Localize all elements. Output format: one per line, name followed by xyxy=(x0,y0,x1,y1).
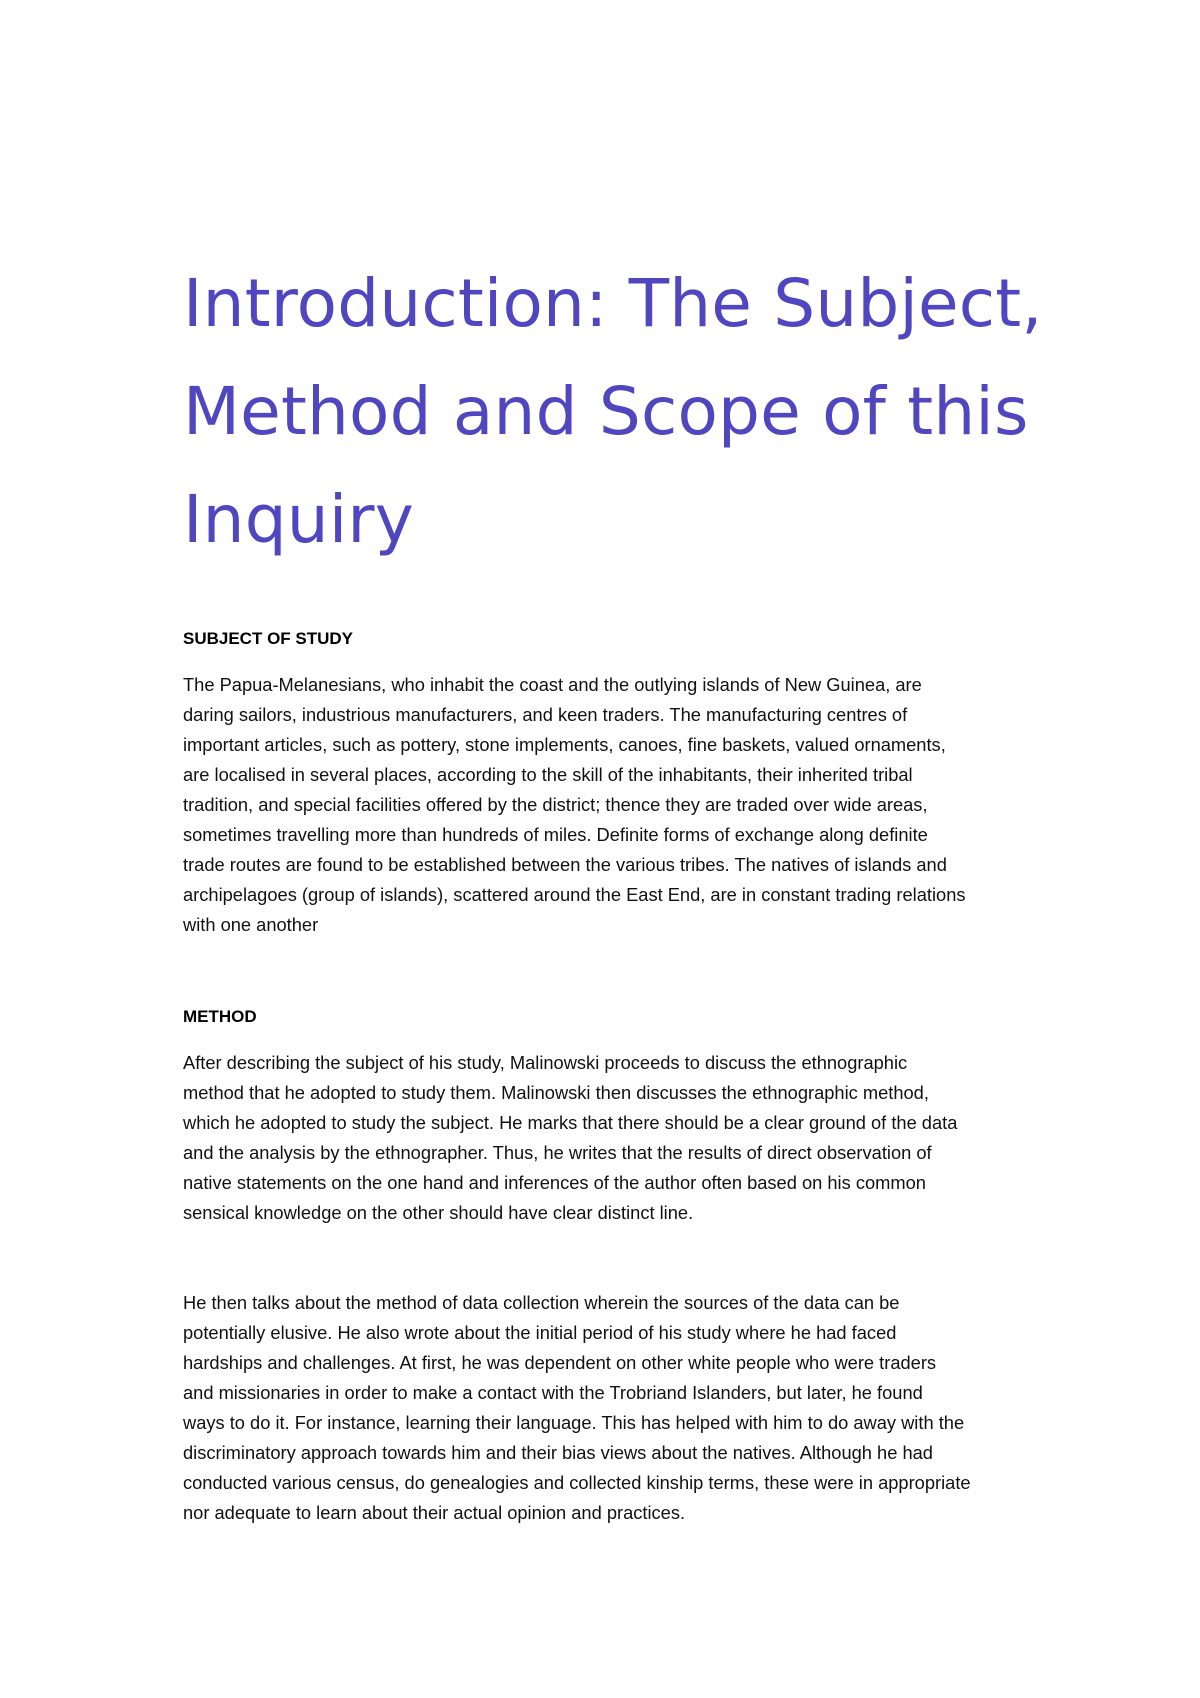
text-line: trade routes are found to be established between the various tribes. The natives of islands and xyxy=(183,854,947,875)
text-line: native statements on the one hand and inferences of the author often based on his common xyxy=(183,1172,926,1193)
paragraph xyxy=(183,1048,1063,1228)
text-line: are localised in several places, according to the skill of the inhabitants, their inherited tribal xyxy=(183,764,913,785)
text-line: The Papua-Melanesians, who inhabit the coast and the outlying islands of New Guinea, are xyxy=(183,674,922,695)
title-line: Inquiry xyxy=(183,481,414,558)
text-line: tradition, and special facilities offered by the district; thence they are traded over wide areas, xyxy=(183,794,928,815)
document-title xyxy=(183,250,1063,574)
text-line: with one another xyxy=(183,914,319,935)
section-subject-of-study xyxy=(183,624,1063,940)
text-line: archipelagoes (group of islands), scattered around the East End, are in constant trading relations xyxy=(183,884,966,905)
text-line: important articles, such as pottery, stone implements, canoes, fine baskets, valued ornaments, xyxy=(183,734,946,755)
document-content xyxy=(183,250,1063,1528)
text-line: and missionaries in order to make a contact with the Trobriand Islanders, but later, he found xyxy=(183,1382,923,1403)
text-line: hardships and challenges. At first, he was dependent on other white people who were traders xyxy=(183,1352,937,1373)
text-line: discriminatory approach towards him and their bias views about the natives. Although he had xyxy=(183,1442,933,1463)
text-line: which he adopted to study the subject. He marks that there should be a clear ground of the data xyxy=(183,1112,958,1133)
paragraph xyxy=(183,670,1063,940)
section-heading: METHOD xyxy=(183,1007,257,1026)
title-line: Introduction: The Subject, xyxy=(183,265,1043,342)
title-line: Method and Scope of this xyxy=(183,373,1029,450)
text-line: He then talks about the method of data collection wherein the sources of the data can be xyxy=(183,1292,900,1313)
text-line: nor adequate to learn about their actual opinion and practices. xyxy=(183,1502,686,1523)
text-line: ways to do it. For instance, learning their language. This has helped with him to do away with the xyxy=(183,1412,965,1433)
text-line: potentially elusive. He also wrote about the initial period of his study where he had faced xyxy=(183,1322,897,1343)
section-heading: SUBJECT OF STUDY xyxy=(183,629,354,648)
text-line: daring sailors, industrious manufacturers, and keen traders. The manufacturing centres of xyxy=(183,704,908,725)
section-method xyxy=(183,1002,1063,1528)
text-line: sometimes travelling more than hundreds of miles. Definite forms of exchange along definite xyxy=(183,824,928,845)
text-line: and the analysis by the ethnographer. Thus, he writes that the results of direct observation of xyxy=(183,1142,932,1163)
text-line: conducted various census, do genealogies and collected kinship terms, these were in appropriate xyxy=(183,1472,971,1493)
paragraph xyxy=(183,1288,1063,1528)
text-line: method that he adopted to study them. Malinowski then discusses the ethnographic method, xyxy=(183,1082,929,1103)
text-line: After describing the subject of his study, Malinowski proceeds to discuss the ethnographic xyxy=(183,1052,908,1073)
text-line: sensical knowledge on the other should have clear distinct line. xyxy=(183,1202,694,1223)
